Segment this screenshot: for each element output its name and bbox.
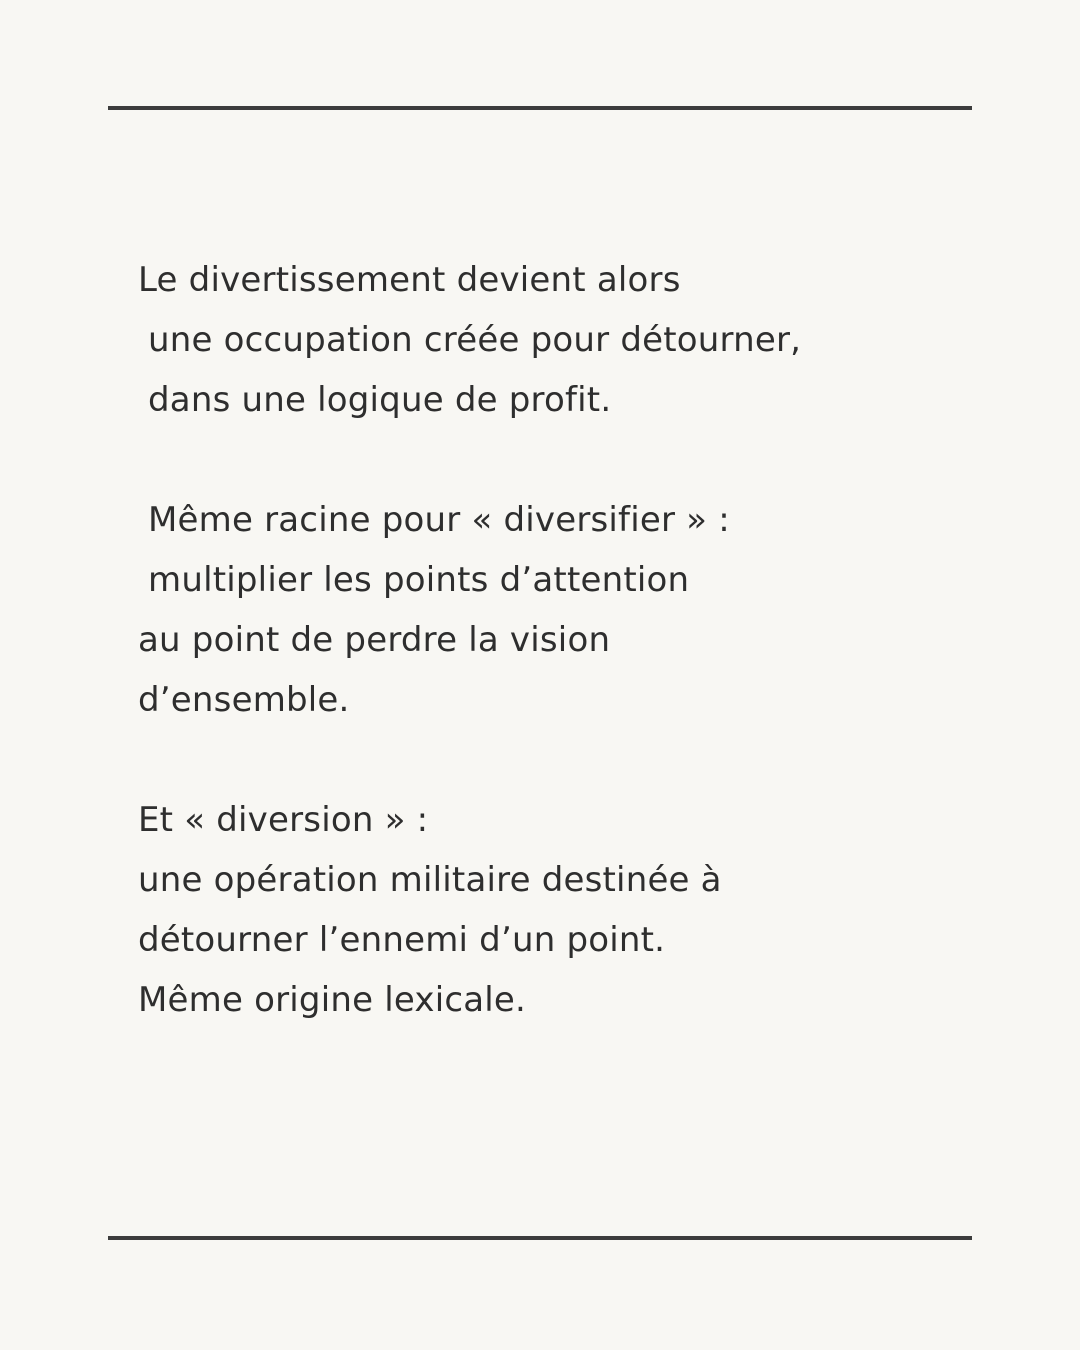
text-line: une occupation créée pour détourner,	[148, 320, 802, 360]
quote-text-block	[138, 250, 998, 1030]
text-line: Même racine pour « diversifier » :	[148, 500, 730, 540]
text-line: Même origine lexicale.	[138, 980, 527, 1020]
text-line: dans une logique de profit.	[148, 380, 612, 420]
text-line: détourner l’ennemi d’un point.	[138, 920, 666, 960]
text-line: Le divertissement devient alors	[138, 260, 681, 300]
text-line: une opération militaire destinée à	[138, 860, 722, 900]
paragraph-spacer	[138, 430, 998, 490]
text-line: au point de perdre la vision	[138, 620, 611, 660]
top-divider	[108, 106, 972, 110]
bottom-divider	[108, 1236, 972, 1240]
paragraph-spacer	[138, 730, 998, 790]
text-line: Et « diversion » :	[138, 800, 429, 840]
text-line: multiplier les points d’attention	[148, 560, 690, 600]
text-line: d’ensemble.	[138, 680, 350, 720]
